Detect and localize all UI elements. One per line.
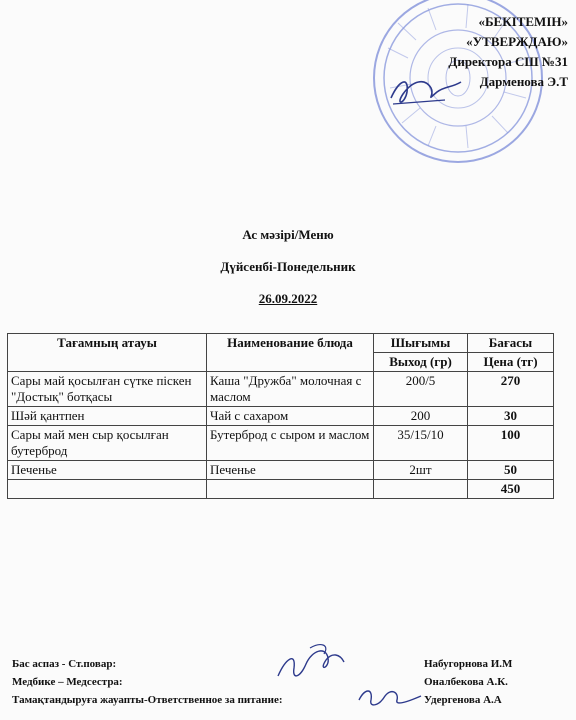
dish-name-ru: Чай с сахаром bbox=[207, 407, 374, 426]
approval-position: Директора СШ №31 bbox=[448, 54, 568, 69]
dish-price: 30 bbox=[468, 407, 554, 426]
col-header-yield-ru: Выход (гр) bbox=[374, 353, 468, 372]
signoff-name: Оналбекова А.К. bbox=[424, 676, 508, 688]
col-header-price-kz: Бағасы bbox=[468, 334, 554, 353]
dish-name-kz: Печенье bbox=[8, 461, 207, 480]
dish-yield: 2шт bbox=[374, 461, 468, 480]
dish-name-ru: Бутерброд с сыром и маслом bbox=[207, 426, 374, 461]
signoff-row-nurse bbox=[12, 676, 572, 692]
col-header-price-ru: Цена (тг) bbox=[468, 353, 554, 372]
signoff-name: Удергенова А.А bbox=[424, 694, 502, 706]
table-row bbox=[8, 372, 554, 407]
menu-table bbox=[7, 333, 554, 499]
dish-name-kz: Сары май мен сыр қосылған бутерброд bbox=[8, 426, 207, 461]
approval-kz: «БЕКІТЕМІН» bbox=[478, 14, 568, 29]
signoff-role: Тамақтандыруға жауапты-Ответственное за питание: bbox=[12, 694, 283, 706]
approval-name: Дарменова Э.Т bbox=[479, 74, 568, 89]
table-header-row bbox=[8, 334, 554, 353]
col-header-kz: Тағамның атауы bbox=[8, 334, 207, 372]
menu-date: 26.09.2022 bbox=[258, 291, 318, 306]
dish-price: 270 bbox=[468, 372, 554, 407]
total-row bbox=[8, 480, 554, 499]
table-row bbox=[8, 461, 554, 480]
menu-title: Ас мәзірі/Меню bbox=[242, 227, 334, 242]
dish-name-ru: Каша "Дружба" молочная с маслом bbox=[207, 372, 374, 407]
dish-yield: 35/15/10 bbox=[374, 426, 468, 461]
total-price: 450 bbox=[468, 480, 554, 499]
table-row bbox=[8, 426, 554, 461]
dish-name-kz: Сары май қосылған сүтке піскен "Достық" ботқасы bbox=[8, 372, 207, 407]
signoff-role: Медбике – Медсестра: bbox=[12, 676, 123, 688]
col-header-yield-kz: Шығымы bbox=[374, 334, 468, 353]
dish-yield: 200/5 bbox=[374, 372, 468, 407]
approval-ru: «УТВЕРЖДАЮ» bbox=[466, 34, 568, 49]
signoff-row-cook bbox=[12, 658, 572, 674]
dish-name-ru: Печенье bbox=[207, 461, 374, 480]
signoff-row-responsible bbox=[12, 694, 572, 710]
dish-price: 50 bbox=[468, 461, 554, 480]
menu-day: Дүйсенбі-Понедельник bbox=[220, 259, 356, 274]
director-signature bbox=[385, 70, 465, 110]
dish-price: 100 bbox=[468, 426, 554, 461]
signoff-role: Бас аспаз - Ст.повар: bbox=[12, 658, 117, 670]
col-header-ru: Наименование блюда bbox=[207, 334, 374, 372]
table-row bbox=[8, 407, 554, 426]
dish-yield: 200 bbox=[374, 407, 468, 426]
dish-name-kz: Шәй қантпен bbox=[8, 407, 207, 426]
signoff-name: Набугорнова И.М bbox=[424, 658, 513, 670]
